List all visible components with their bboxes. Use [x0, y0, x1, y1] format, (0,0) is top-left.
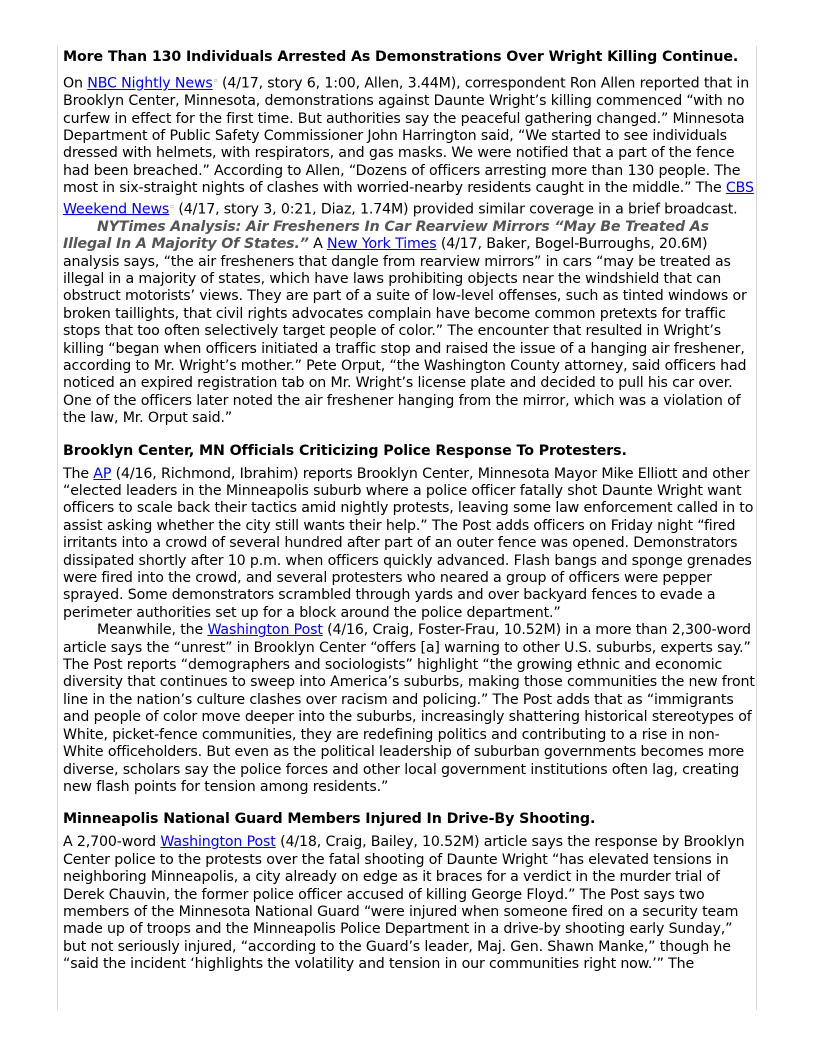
source-link-nbc[interactable]: NBC Nightly News: [87, 75, 213, 92]
reference-marker-icon: ▫: [213, 77, 218, 84]
article-headline: Minneapolis National Guard Members Injured In Drive-By Shooting.: [63, 811, 596, 828]
source-link-wapo[interactable]: Washington Post: [207, 622, 323, 639]
article-paragraph: On NBC Nightly News▫ (4/17, story 6, 1:00, Allen, 3.44M), correspondent Ron Allen reported that in Brooklyn Center, Minnesota, demonstrations against Daunte Wright’s killing commenced “with no curfew in effect for the first time. But authorities say the peaceful gathering changed.” Minnesota Department of Public Safety Commissioner John Harrington said, “We started to see individuals dressed with helmets, with respirators, and gas masks. We were notified that a part of the fence had been breached.” According to Allen, “Dozens of officers arresting more than 130 people. The most in six-straight nights of clashes with worried-nearby residents caught in the middle.” The CBS Weekend News▫ (4/17, story 3, 0:21, Diaz, 1.74M) provided similar coverage in a brief broadcast.: [63, 75, 754, 218]
article-headline: Brooklyn Center, MN Officials Criticizing Police Response To Protesters.: [63, 442, 627, 459]
left-margin-rule: [57, 46, 58, 1010]
article-section: [63, 48, 755, 428]
article-paragraph: A 2,700-word Washington Post (4/18, Craig, Bailey, 10.52M) article says the response by Brooklyn Center police to the protests over the fatal shooting of Daunte Wright “has elevated tensions in neighboring Minneapolis, a city already on edge as it braces for a verdict in the murder trial of Derek Chauvin, the former police officer accused of killing George Floyd.” The Post says two members of the Minnesota National Guard “were injured when someone fired on a security team made up of troops and the Minneapolis Police Department in a drive-by shooting early Sunday,” but not seriously injured, “according to the Guard’s leader, Maj. Gen. Shawn Manke,” though he “said the incident ‘highlights the volatility and tension in our communities right now.’” The: [63, 834, 745, 973]
source-link-ap[interactable]: AP: [93, 465, 112, 482]
reference-marker-icon: ▫: [170, 202, 175, 210]
article-headline: More Than 130 Individuals Arrested As Demonstrations Over Wright Killing Continue.: [63, 49, 739, 65]
article-paragraph: The AP (4/16, Richmond, Ibrahim) reports Brooklyn Center, Minnesota Mayor Mike Elliott and other “elected leaders in the Minneapolis suburb where a police officer fatally shot Daunte Wright want officers to scale back their tactics amid nightly protests, leaving some law enforcement called in to assist asking whether the city still wants their help.” The Post adds officers on Friday night “fired irritants into a crowd of several hundred after part of an outer fence was opened. Demonstrators dissipated shortly after 10 p.m. when officers quickly advanced. Flash bangs and sponge grenades were fired into the crowd, and several protesters who neared a group of officers were pepper sprayed. Some demonstrators scrambled through yards and over backyard fences to evade a perimeter authorities set up for a block around the police department.”: [63, 465, 754, 621]
article-subhead: NYTimes Analysis: Air Fresheners In Car Rearview Mirrors “May Be Treated As Illegal In A Majority Of States.”: [63, 218, 709, 253]
article-section: [63, 442, 755, 797]
source-link-wapo[interactable]: Washington Post: [160, 834, 276, 851]
right-margin-rule: [756, 46, 757, 1010]
article-paragraph: NYTimes Analysis: Air Fresheners In Car Rearview Mirrors “May Be Treated As Illegal In A Majority Of States.” A New York Times (4/17, Baker, Bogel-Burroughs, 20.6M) analysis says, “the air fresheners that dangle from rearview mirrors” in cars “may be treated as illegal in a majority of states, which have laws prohibiting objects near the windshield that can obstruct motorists’ views. They are part of a suite of low-level offenses, such as tinted windows or broken taillights, that civil rights advocates complain have become common pretexts for traffic stops that too often selectively target people of color.” The encounter that resulted in Wright’s killing “began when officers initiated a traffic stop and raised the issue of a hanging air freshener, according to Mr. Wright’s mother.” Pete Orput, “the Washington County attorney, said officers had noticed an expired registration tab on Mr. Wright’s license plate and decided to pull his car over. One of the officers later noted the air freshener hanging from the mirror, which was a violation of the law, Mr. Orput said.”: [63, 218, 747, 427]
article-paragraph: Meanwhile, the Washington Post (4/16, Craig, Foster-Frau, 10.52M) in a more than 2,300-word article says the “unrest” in Brooklyn Center “offers [a] warning to other U.S. suburbs, experts say.” The Post reports “demographers and sociologists” highlight “the growing ethnic and economic diversity that continues to sweep into America’s suburbs, making those communities the new front line in the nation’s culture clashes over racism and policing.” The Post adds that as “immigrants and people of color move deeper into the suburbs, increasingly shattering historical stereotypes of White, picket-fence communities, they are redefining politics and contributing to a rise in non-White officeholders. But even as the political leadership of suburban governments becomes more diverse, scholars say the police forces and other local government institutions often lag, creating new flash points for tension among residents.”: [63, 622, 755, 795]
source-link-nyt[interactable]: New York Times: [326, 236, 437, 253]
source-link-cbs[interactable]: CBS Weekend News: [63, 180, 754, 218]
document-body: [63, 48, 755, 980]
article-section: [63, 810, 755, 973]
